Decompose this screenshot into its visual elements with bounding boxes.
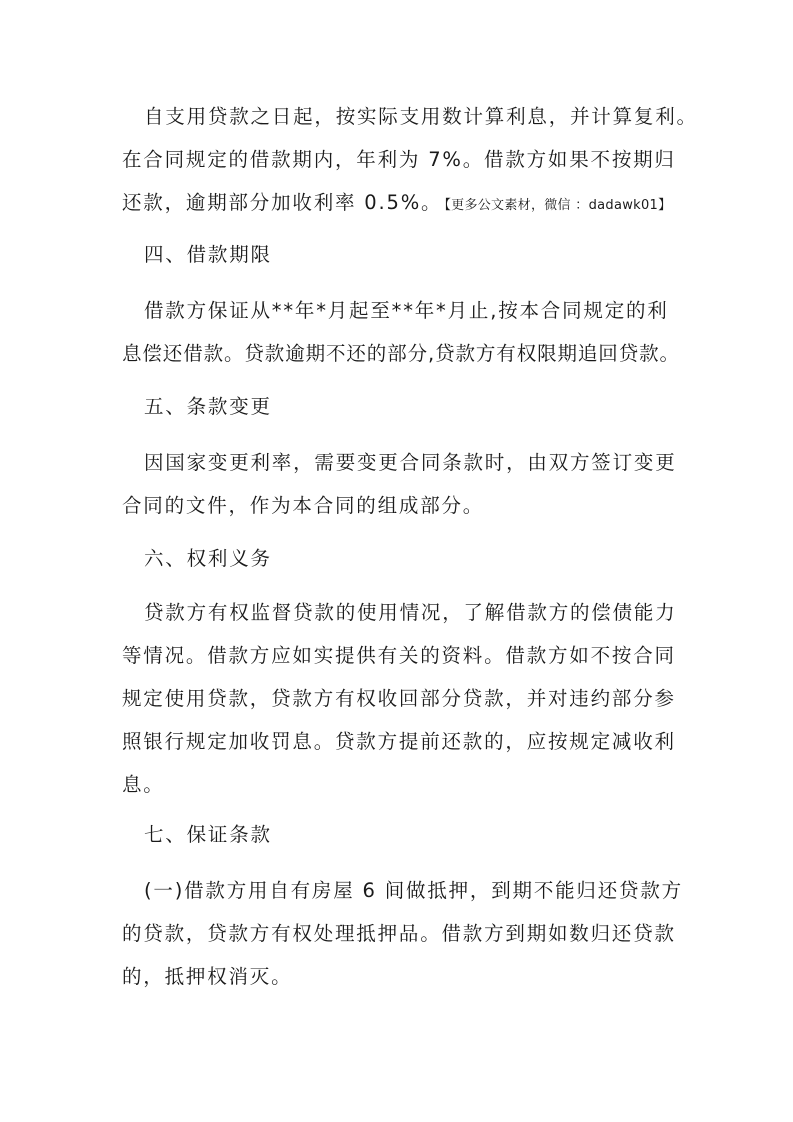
paragraph-line: 的贷款，贷款方有权处理抵押品。借款方到期如数归还贷款 — [122, 922, 676, 945]
section-heading-term: 四、借款期限 — [144, 243, 272, 266]
promo-note: 【更多公文素材，微信 ：dadawk01】 — [444, 198, 672, 213]
paragraph-line: (一)借款方用自有房屋 6 间做抵押，到期不能归还贷款方 — [144, 879, 683, 902]
paragraph-line: 在合同规定的借款期内，年利为 7%。借款方如果不按期归 — [122, 148, 676, 171]
paragraph-line: 照银行规定加收罚息。贷款方提前还款的，应按规定减收利 — [122, 730, 676, 753]
paragraph-line — [122, 187, 682, 218]
interest-paragraph — [122, 101, 698, 218]
guarantee-paragraph — [122, 875, 682, 992]
section-heading-change: 五、条款变更 — [144, 395, 272, 418]
rights-paragraph — [122, 597, 682, 800]
change-paragraph — [122, 447, 682, 521]
paragraph-line: 息偿还借款。贷款逾期不还的部分,贷款方有权限期追回贷款。 — [122, 342, 680, 365]
section-heading-rights: 六、权利义务 — [144, 547, 272, 570]
section-heading-guarantee: 七、保证条款 — [144, 823, 272, 846]
paragraph-line: 合同的文件，作为本合同的组成部分。 — [122, 494, 485, 517]
paragraph-line: 贷款方有权监督贷款的使用情况，了解借款方的偿债能力 — [144, 601, 677, 624]
paragraph-line: 规定使用贷款，贷款方有权收回部分贷款，并对违约部分参 — [122, 687, 676, 710]
paragraph-line: 因国家变更利率，需要变更合同条款时，由双方签订变更 — [144, 451, 677, 474]
paragraph-line: 借款方保证从**年*月起至**年*月止,按本合同规定的利 — [144, 299, 669, 322]
term-paragraph — [122, 295, 682, 369]
paragraph-line: 等情况。借款方应如实提供有关的资料。借款方如不按合同 — [122, 644, 676, 667]
paragraph-line: 的，抵押权消灭。 — [122, 965, 293, 988]
paragraph-line-text: 还款，逾期部分加收利率 0.5%。 — [122, 191, 443, 214]
paragraph-line: 息。 — [122, 773, 165, 796]
paragraph-line: 自支用贷款之日起，按实际支用数计算利息，并计算复利。 — [144, 105, 698, 128]
